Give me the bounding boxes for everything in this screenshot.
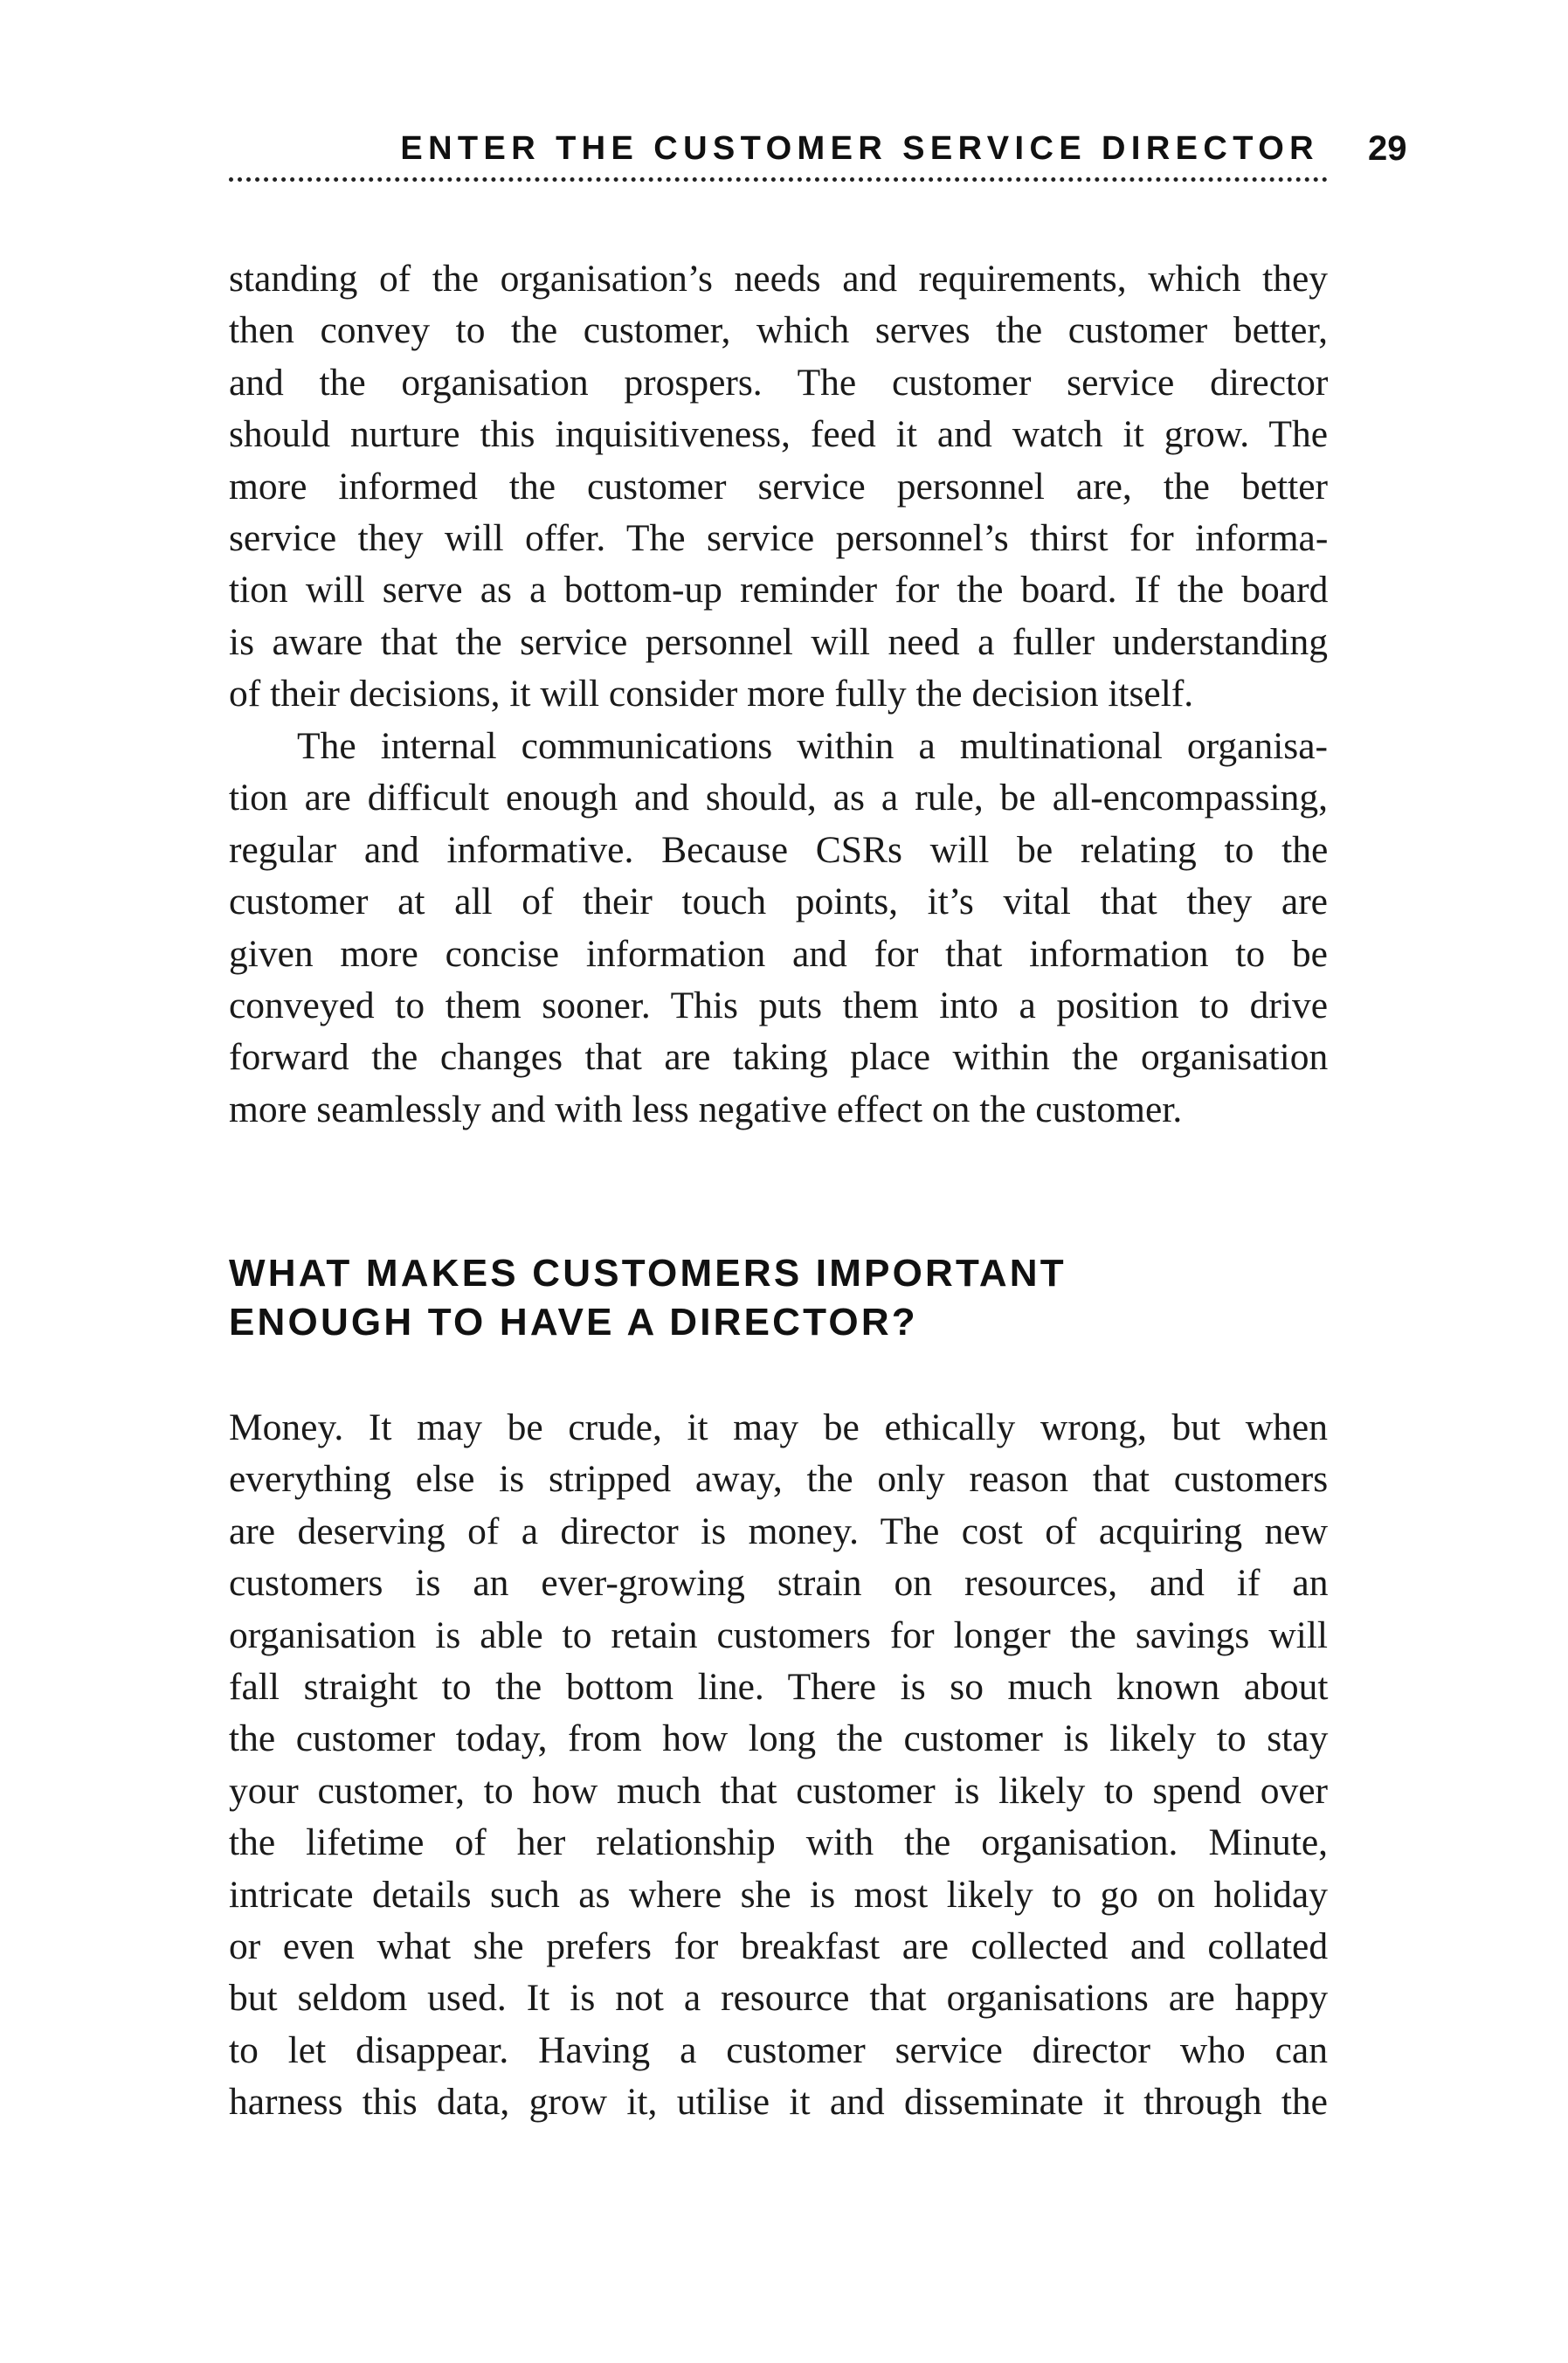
text-line: conveyed to them sooner. This puts them into a position to drive bbox=[229, 985, 1329, 1027]
section-heading-line: ENOUGH TO HAVE A DIRECTOR? bbox=[229, 1301, 918, 1344]
paragraph-3 bbox=[229, 1402, 1328, 2129]
paragraph-1 bbox=[229, 253, 1328, 721]
text-line: everything else is stripped away, the only reason that customers bbox=[229, 1458, 1329, 1501]
text-line: the lifetime of her relationship with the organisation. Minute, bbox=[229, 1821, 1328, 1864]
text-line: then convey to the customer, which serves the customer better, bbox=[229, 309, 1328, 352]
text-line: organisation is able to retain customers for longer the savings will bbox=[229, 1613, 1328, 1656]
paragraph-2 bbox=[229, 721, 1328, 1136]
text-line: to let disappear. Having a customer service director who can bbox=[229, 2028, 1328, 2071]
text-line: given more concise information and for that information to be bbox=[229, 932, 1328, 975]
text-line: should nurture this inquisitiveness, feed it and watch it grow. The bbox=[229, 413, 1328, 456]
text-line: tion will serve as a bottom-up reminder for the board. If the board bbox=[229, 569, 1329, 611]
text-line: is aware that the service personnel will need a fuller understanding bbox=[229, 620, 1328, 663]
text-line: intricate details such as where she is most likely to go on holiday bbox=[229, 1873, 1328, 1916]
text-line: service they will offer. The service personnel’s thirst for informa- bbox=[229, 517, 1329, 560]
text-line: are deserving of a director is money. The cost of acquiring new bbox=[229, 1510, 1329, 1552]
text-line: tion are difficult enough and should, as a rule, be all-encompassing, bbox=[229, 777, 1329, 819]
text-line: more seamlessly and with less negative effect on the customer. bbox=[229, 1088, 1183, 1130]
text-line: your customer, to how much that customer is likely to spend over bbox=[229, 1769, 1328, 1812]
section-heading bbox=[229, 1249, 1328, 1347]
text-line: fall straight to the bottom line. There is so much known about bbox=[229, 1666, 1329, 1709]
text-line: customers is an ever-growing strain on resources, and if an bbox=[229, 1562, 1329, 1605]
page-number: 29 bbox=[1368, 129, 1407, 168]
running-title: ENTER THE CUSTOMER SERVICE DIRECTOR bbox=[400, 130, 1319, 167]
text-line: the customer today, from how long the customer is likely to stay bbox=[229, 1717, 1329, 1760]
text-line: regular and informative. Because CSRs will be relating to the bbox=[229, 828, 1329, 871]
text-line: or even what she prefers for breakfast are collected and collated bbox=[229, 1925, 1329, 1968]
text-line: but seldom used. It is not a resource that organisations are happy bbox=[229, 1977, 1329, 2020]
text-line: customer at all of their touch points, it’s vital that they are bbox=[229, 881, 1328, 923]
running-head bbox=[229, 125, 1319, 177]
text-line: and the organisation prospers. The customer service director bbox=[229, 361, 1329, 404]
text-line: standing of the organisation’s needs and requirements, which they bbox=[229, 258, 1329, 300]
text-line: more informed the customer service personnel are, the better bbox=[229, 465, 1328, 508]
section-heading-line: WHAT MAKES CUSTOMERS IMPORTANT bbox=[229, 1252, 1067, 1295]
text-line: The internal communications within a multinational organisa- bbox=[297, 725, 1328, 767]
text-line: forward the changes that are taking place within the organisation bbox=[229, 1036, 1329, 1079]
text-line: harness this data, grow it, utilise it and disseminate it through the bbox=[229, 2081, 1328, 2124]
text-line: of their decisions, it will consider more fully the decision itself. bbox=[229, 673, 1194, 715]
text-line: Money. It may be crude, it may be ethically wrong, but when bbox=[229, 1406, 1328, 1448]
header-dotted-rule bbox=[229, 177, 1328, 182]
